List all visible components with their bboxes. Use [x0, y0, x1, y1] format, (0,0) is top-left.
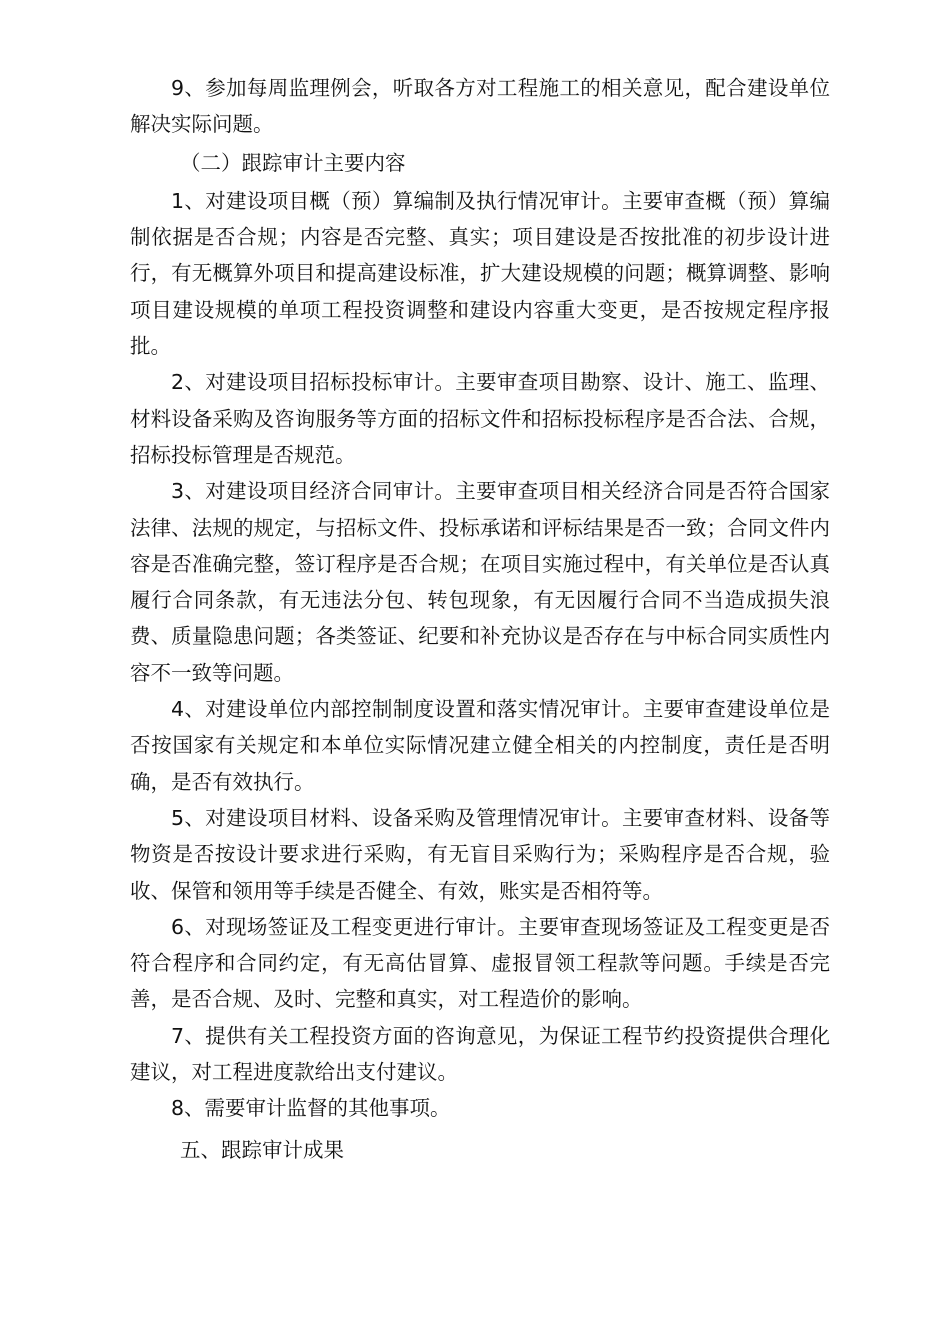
section-heading-tracking-audit-content: （二）跟踪审计主要内容 [180, 150, 406, 175]
item-7-consulting-advice: 7、提供有关工程投资方面的咨询意见，为保证工程节约投资提供合理化建议，对工程进度款给出支付建议。 [130, 1023, 830, 1085]
section-heading-tracking-audit-results: 五、跟踪审计成果 [180, 1137, 344, 1162]
item-4-internal-control-audit: 4、对建设单位内部控制制度设置和落实情况审计。主要审查建设单位是否按国家有关规定和本单位实际情况建立健全相关的内控制度，责任是否明确，是否有效执行。 [130, 697, 830, 794]
item-5-procurement-audit: 5、对建设项目材料、设备采购及管理情况审计。主要审查材料、设备等物资是否按设计要求进行采购，有无盲目采购行为；采购程序是否合规，验收、保管和领用等手续是否健全、有效，账实是否相符等。 [130, 805, 830, 903]
document-body [130, 70, 830, 1168]
item-2-bidding-audit: 2、对建设项目招标投标审计。主要审查项目勘察、设计、施工、监理、材料设备采购及咨询服务等方面的招标文件和招标投标程序是否合法、合规，招标投标管理是否规范。 [130, 370, 830, 467]
item-6-site-visa-audit: 6、对现场签证及工程变更进行审计。主要审查现场签证及工程变更是否符合程序和合同约定，有无高估冒算、虚报冒领工程款等问题。手续是否完善，是否合规、及时、完整和真实，对工程造价的影响。 [130, 914, 830, 1012]
item-3-contract-audit: 3、对建设项目经济合同审计。主要审查项目相关经济合同是否符合国家法律、法规的规定，与招标文件、投标承诺和评标结果是否一致；合同文件内容是否准确完整，签订程序是否合规；在项目实施过程中，有关单位是否认真履行合同条款，有无违法分包、转包现象，有无因履行合同不当造成损失浪费、质量隐患问题；各类签证、纪要和补充协议是否存在与中标合同实质性内容不一致等问题。 [130, 479, 830, 685]
item-8-other-matters: 8、需要审计监督的其他事项。 [171, 1096, 451, 1121]
item-1-budget-audit: 1、对建设项目概（预）算编制及执行情况审计。主要审查概（预）算编制依据是否合规；内容是否完整、真实；项目建设是否按批准的初步设计进行，有无概算外项目和提高建设标准，扩大建设规模的问题；概算调整、影响项目建设规模的单项工程投资调整和建设内容重大变更，是否按规定程序报批。 [130, 188, 830, 359]
item-9-meeting: 9、参加每周监理例会，听取各方对工程施工的相关意见，配合建设单位解决实际问题。 [130, 76, 830, 137]
